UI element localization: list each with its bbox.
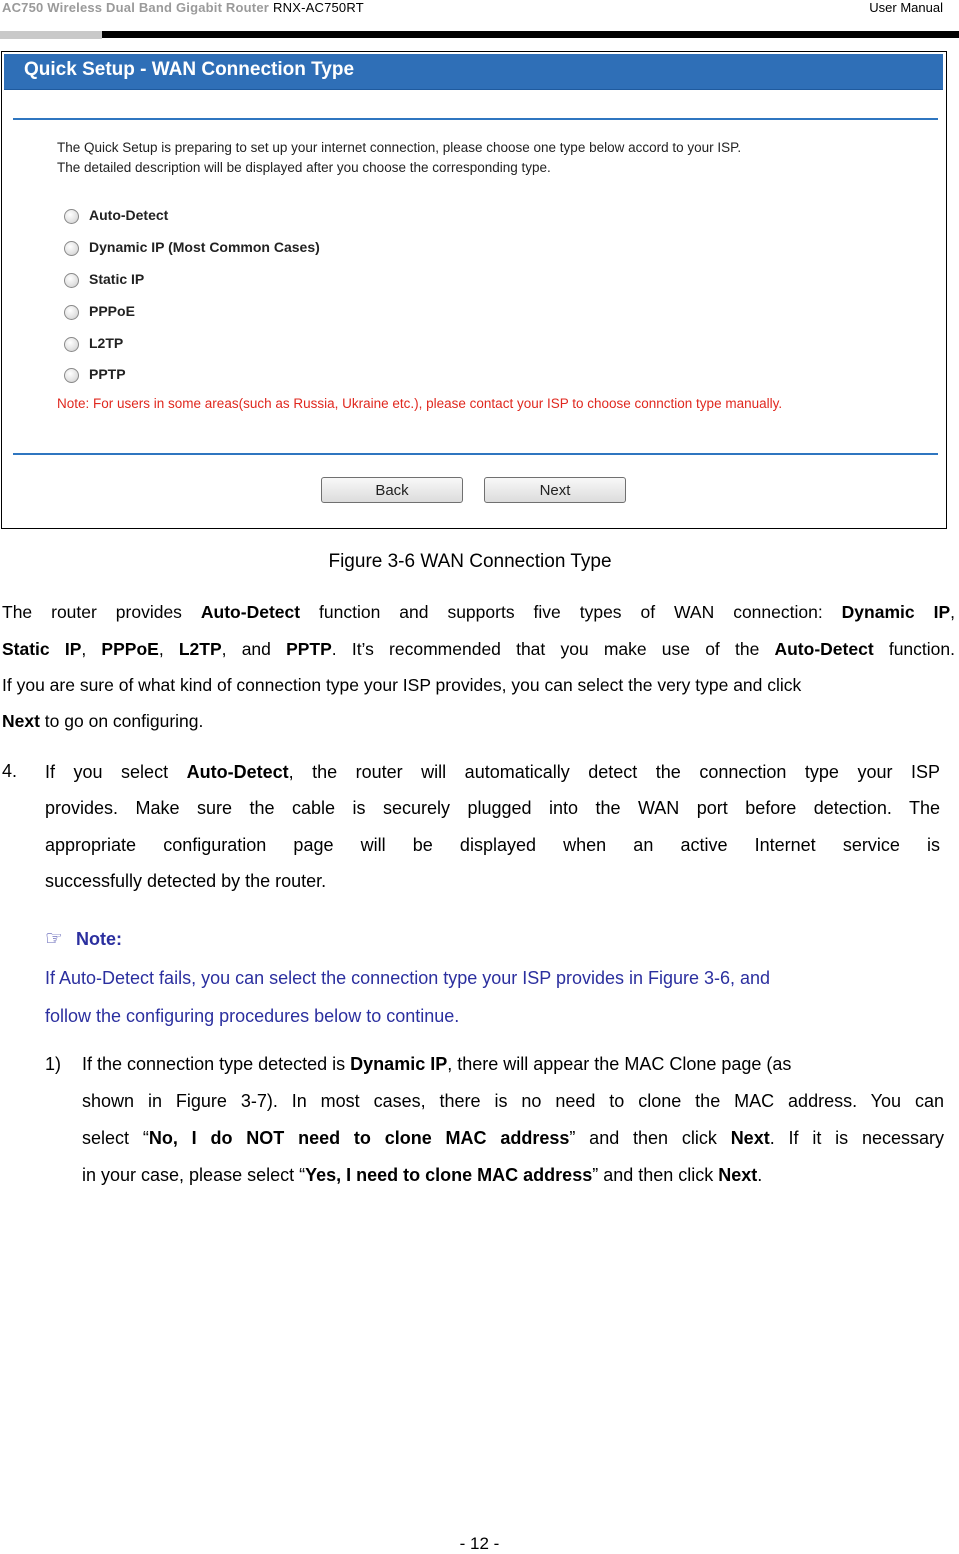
intro-line-4: Next to go on configuring.: [2, 711, 204, 731]
step4-line-1: If you select Auto-Detect, the router will automatically detect the connection type your ISP: [45, 762, 940, 782]
option-label: Dynamic IP (Most Common Cases): [89, 239, 320, 255]
note-label: Note:: [75, 929, 122, 949]
next-button[interactable]: Next: [484, 477, 626, 503]
note-line-1: If Auto-Detect fails, you can select the connection type your ISP provides in Figure 3-6, and: [45, 968, 771, 988]
step4-line-2: provides. Make sure the cable is securely plugged into the WAN port before detection. The: [45, 798, 940, 818]
option-label: PPPoE: [89, 303, 135, 319]
model-number: RNX-AC750RT: [273, 0, 364, 15]
option-label: L2TP: [89, 335, 124, 351]
pointing-hand-icon: ☞: [45, 928, 63, 950]
radio-button[interactable]: [64, 241, 79, 256]
note-line-2: follow the configuring procedures below to continue.: [45, 1006, 460, 1026]
figure-caption: Figure 3-6 WAN Connection Type: [328, 551, 612, 572]
radio-button[interactable]: [64, 305, 79, 320]
intro-line-3: If you are sure of what kind of connection type your ISP provides, you can select the very type and click: [2, 675, 802, 695]
step4-line-3: appropriate configuration page will be displayed when an active Internet service is: [45, 835, 940, 855]
radio-button[interactable]: [64, 337, 79, 352]
top-divider: [13, 118, 938, 120]
note-heading: [45, 926, 122, 951]
sub1-line-1: If the connection type detected is Dynamic IP, there will appear the MAC Clone page (as: [82, 1054, 792, 1074]
product-name: AC750 Wireless Dual Band Gigabit Router: [2, 0, 270, 15]
sub1-line-4: in your case, please select “Yes, I need to clone MAC address” and then click Next.: [82, 1165, 763, 1185]
intro-line-2: Static IP, PPPoE, L2TP, and PPTP. It’s recommended that you make use of the Auto-Detect function.: [2, 639, 955, 659]
running-header: [2, 0, 364, 15]
header-rule-black: [102, 31, 959, 38]
figure-note: Note: For users in some areas(such as Russia, Ukraine etc.), please contact your ISP to choose connction type manually.: [57, 396, 783, 411]
sub1-line-2: shown in Figure 3-7). In most cases, there is no need to clone the MAC address. You can: [82, 1091, 944, 1111]
radio-button[interactable]: [64, 209, 79, 224]
header-rule-gray: [0, 31, 102, 39]
option-label: Static IP: [89, 271, 145, 287]
back-button[interactable]: Back: [321, 477, 463, 503]
step4-line-4: successfully detected by the router.: [45, 871, 327, 891]
sub-step-number: 1): [45, 1054, 62, 1074]
radio-button[interactable]: [64, 368, 79, 383]
sub1-line-3: select “No, I do NOT need to clone MAC address” and then click Next. If it is necessary: [82, 1128, 944, 1148]
intro-line-2: The detailed description will be displayed after you choose the corresponding type.: [57, 160, 551, 175]
step-number: 4.: [2, 761, 18, 781]
bottom-divider: [13, 453, 938, 455]
intro-line-1: The router provides Auto-Detect function and supports five types of WAN connection: Dynamic IP,: [2, 602, 955, 622]
radio-button[interactable]: [64, 273, 79, 288]
figure-title: Quick Setup - WAN Connection Type: [24, 59, 355, 80]
intro-line-1: The Quick Setup is preparing to set up your internet connection, please choose one type below accord to your ISP.: [57, 140, 742, 155]
doc-type: User Manual: [869, 0, 943, 15]
option-label: PPTP: [89, 366, 126, 382]
page-number: - 12 -: [459, 1534, 500, 1553]
wan-connection-type-figure: [1, 51, 947, 529]
option-label: Auto-Detect: [89, 207, 169, 223]
figure-title-bar: [4, 54, 943, 90]
